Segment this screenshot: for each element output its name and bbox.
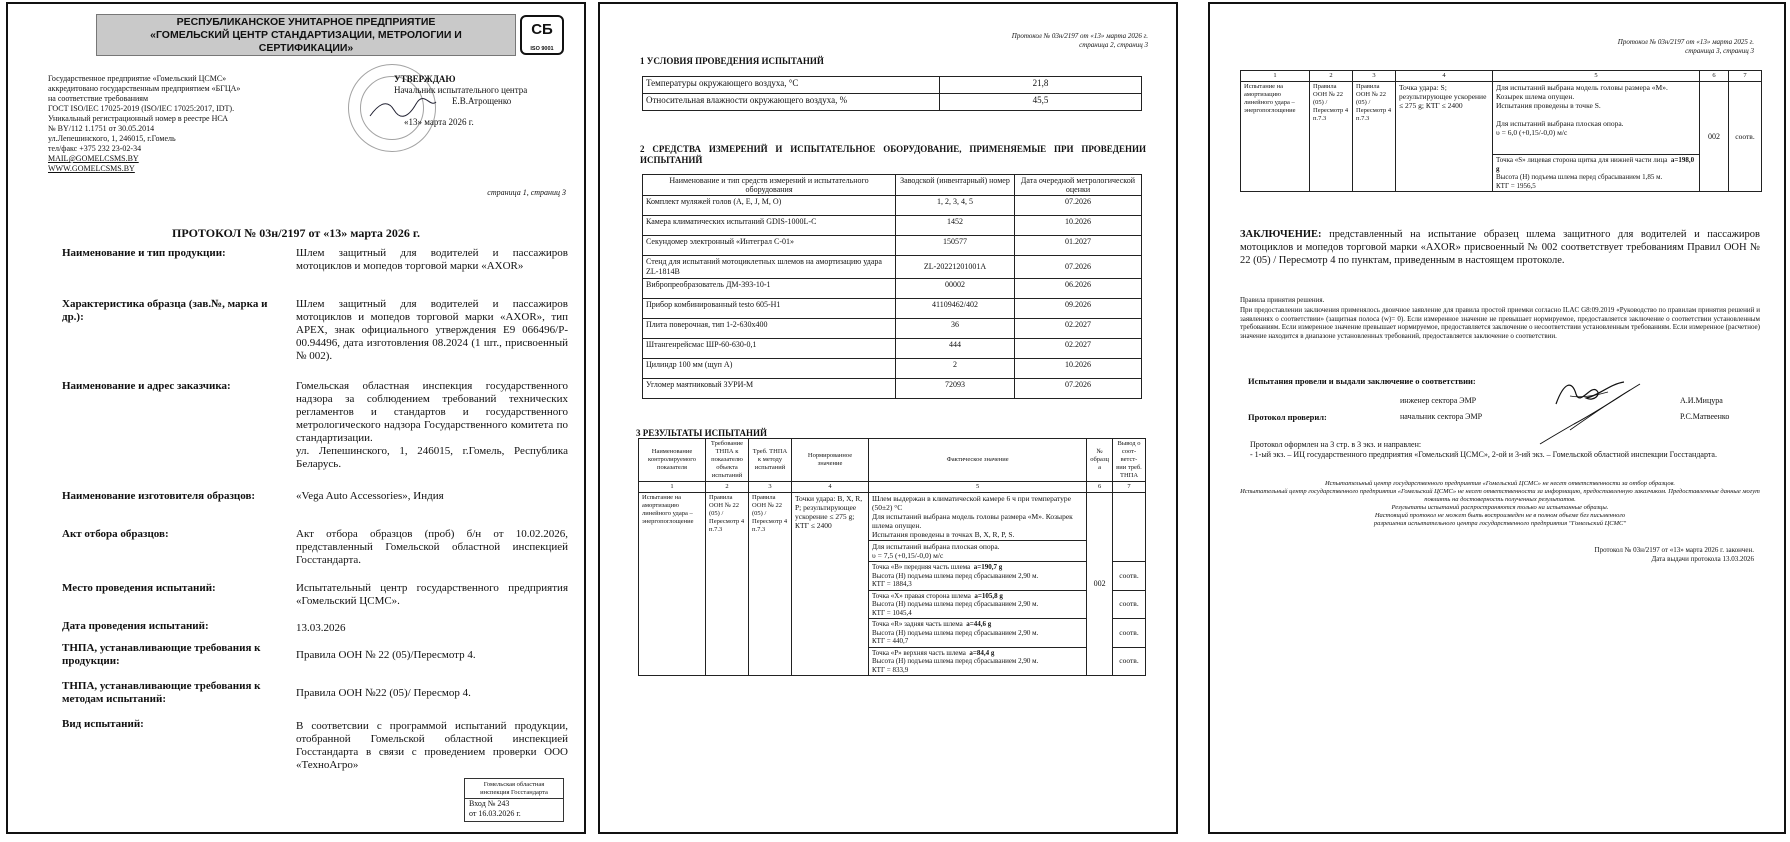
approval-position: Начальник испытательного центра bbox=[394, 85, 528, 95]
table-row bbox=[643, 256, 1142, 279]
disclaimer: Испытательный центр государственного предприятия «Гомельский ЦСМС» не несет ответственности за отбор образцов. Испытательный центр государственного предприятия «Гомельский ЦСМС» не несет ответственности за информацию, предоставленную заказчиком. Предоставленные данные могут повлиять на достоверность полученных результатов. Результаты испытаний распространяются только на испытанные образцы. Настоящий протокол не может быть воспроизведен не в полном объеме без письменного разрешения испытательного центра государственного предприятия "Гомельский ЦСМС" bbox=[1240, 480, 1760, 527]
table-cell: Вибропреобразователь ДМ-393-10-1 bbox=[643, 279, 896, 299]
text-fragment: a=105,8 g bbox=[974, 591, 1003, 600]
approval-date: «13» марта 2026 г. bbox=[404, 117, 474, 127]
table-cell: 2 bbox=[1310, 71, 1353, 82]
text-fragment: Точка «R» задняя часть шлема bbox=[872, 620, 963, 628]
page-header bbox=[1012, 32, 1148, 49]
field-label-manufacturer: Наименование изготовителя образцов: bbox=[62, 490, 256, 502]
distribution-info: Протокол оформлен на 3 стр. в 3 экз. и направлен: - 1-ый экз. – ИЦ государственного предприятия «Гомельский ЦСМС», 2-ой и 3-ий экз. – Гомельской областной инспекции Госстандарта. bbox=[1250, 440, 1717, 459]
text-fragment: КТГ = 1956,5 bbox=[1496, 181, 1536, 190]
header-protocol-ref: Протокол № 03н/2197 от «13» марта 2025 г. bbox=[1617, 38, 1754, 46]
field-value-test-type: В соответсвии с программой испытаний продукции, отобранной Гомельской областной инспекцией Госстандарта в связи с проведением проверки ООО «ТехноАгро» bbox=[296, 720, 568, 771]
verdict: соотв. bbox=[1729, 82, 1762, 192]
table-cell: Комплект муляжей голов (A, E, J, M, O) bbox=[643, 196, 896, 216]
conclusion-text: представленный на испытание образец шлема защитного для водителей и пассажиров мотоциклов и мопедов торговой марки «AXOR» присвоенный № 002 соответствует требованиям Правил ООН № 22 (05) / Пересмотр 4 по пунктам, приведенным в настоящем протоколе. bbox=[1240, 229, 1760, 266]
text-fragment: Точка «X» правая сторона шлема bbox=[872, 591, 971, 600]
result-norm: Точки удара: B, X, R, P; результирующее ускорение ≤ 275 g; КТГ ≤ 2400 bbox=[792, 493, 869, 676]
table-row bbox=[643, 319, 1142, 339]
table-cell: 1 bbox=[639, 482, 706, 493]
approval-signature-icon bbox=[368, 98, 438, 120]
text-fragment: a=190,7 g bbox=[973, 563, 1003, 571]
text-fragment: Высота (Н) подъема шлема перед сбрасыванием 2,90 м. bbox=[872, 600, 1039, 608]
column-header: Нормированное значение bbox=[792, 439, 869, 482]
table-cell: 7 bbox=[1729, 71, 1762, 82]
text-fragment: Высота (Н) подъема шлема перед сбрасыванием 2,90 м. bbox=[872, 628, 1039, 637]
table-cell: 36 bbox=[896, 319, 1015, 339]
table-cell: 02.2027 bbox=[1015, 339, 1142, 359]
result-method: Правила ООН № 22 (05) /Пересмотр 4 п.7.3 bbox=[1353, 82, 1396, 192]
table-row bbox=[1241, 82, 1762, 155]
table-cell: 09.2026 bbox=[1015, 299, 1142, 319]
table-row bbox=[643, 279, 1142, 299]
approval-name: Е.В.Атрощенко bbox=[452, 96, 512, 106]
column-header: Требование ТНПА к показателю объекта испытаний bbox=[706, 439, 749, 482]
result-norm: Точка удара: S; результирующее ускорение ≤ 275 g; КТГ ≤ 2400 bbox=[1396, 82, 1493, 192]
protocol-title: ПРОТОКОЛ № 03н/2197 от «13» марта 2026 г. bbox=[172, 226, 420, 240]
field-value-method-requirements: Правила ООН №22 (05)/ Пересмор 4. bbox=[296, 687, 471, 699]
table-cell: Цилиндр 100 мм (щуп А) bbox=[643, 359, 896, 379]
table-cell: 1, 2, 3, 4, 5 bbox=[896, 196, 1015, 216]
table-cell: Плита поверочная, тип 1-2-630х400 bbox=[643, 319, 896, 339]
tested-by-title: Испытания провели и выдали заключение о соответствии: bbox=[1248, 376, 1476, 386]
condition-value: 45,5 bbox=[940, 94, 1142, 111]
table-row bbox=[643, 216, 1142, 236]
table-header-row bbox=[639, 439, 1146, 482]
field-label-method-requirements: ТНПА, устанавливающие требования к методам испытаний: bbox=[62, 680, 261, 705]
org-info-line: на соответствие требованиям bbox=[48, 94, 149, 103]
column-header: Наименование контролируемого показателя bbox=[639, 439, 706, 482]
table-cell bbox=[1113, 541, 1146, 562]
checked-by-label: Протокол проверил: bbox=[1248, 412, 1327, 422]
text-fragment: a=198,0 g bbox=[1496, 156, 1695, 173]
result-intro: Для испытаний выбрана модель головы размера «M». Козырек шлема опущен. Испытания проведены в точке S. Для испытаний выбрана плоская опора. υ = 6,0 (+0,15/-0,0) м/с bbox=[1493, 82, 1700, 155]
result-intro: Шлем выдержан в климатической камере 6 ч при температуре (50±2) °С Для испытаний выбрана модель головы размера «M». Козырек шлема опущен. Испытания проведены в точках B, X, R, P, S. bbox=[869, 493, 1087, 541]
verdict: соотв. bbox=[1113, 619, 1146, 648]
protocol-page-1 bbox=[6, 2, 586, 834]
field-label-sampling-act: Акт отбора образцов: bbox=[62, 528, 169, 540]
result-point-p bbox=[869, 647, 1087, 676]
column-header: Вывод о соот-ветст-вии треб. ТНПА bbox=[1113, 439, 1146, 482]
email-link[interactable]: MAIL@GOMELCSMS.BY bbox=[48, 154, 139, 163]
section-1-title: 1 УСЛОВИЯ ПРОВЕДЕНИЯ ИСПЫТАНИЙ bbox=[640, 56, 824, 66]
issue-date: Дата выдачи протокола 13.03.2026 bbox=[1651, 554, 1754, 563]
table-row bbox=[643, 379, 1142, 399]
text-fragment: КТГ = 1045,4 bbox=[872, 608, 912, 617]
field-label-sample: Характеристика образца (зав.№, марка и др.): bbox=[62, 298, 268, 323]
result-point-b bbox=[869, 562, 1087, 591]
protocol-page-2 bbox=[598, 2, 1178, 834]
text-fragment: КТГ = 1884,3 bbox=[872, 580, 912, 588]
registration-stamp bbox=[464, 778, 564, 822]
table-cell: 444 bbox=[896, 339, 1015, 359]
field-value-customer: Гомельская областная инспекция государственного надзора за соблюдением требований технических регламентов и стандартов и государственного метрологического надзора Государственного комитета по стандартизации. ул. Лепешинского, 1, 246015, г.Гомель, Республика Беларусь. bbox=[296, 380, 568, 470]
table-cell: 1452 bbox=[896, 216, 1015, 236]
result-indicator: Испытание на амортизацию линейного удара – энергопоглощение bbox=[1241, 82, 1310, 192]
column-number-row bbox=[1241, 71, 1762, 82]
protocol-page-3 bbox=[1208, 2, 1786, 834]
table-row bbox=[643, 236, 1142, 256]
table-cell: 41109462/402 bbox=[896, 299, 1015, 319]
field-value-manufacturer: «Vega Auto Accessories», Индия bbox=[296, 490, 444, 502]
checker-role: начальник сектора ЭМР bbox=[1400, 412, 1483, 421]
condition-name: Относительная влажности окружающего воздуха, % bbox=[643, 94, 940, 111]
table-row bbox=[643, 339, 1142, 359]
table-cell: 72093 bbox=[896, 379, 1015, 399]
logo-mark: СБ bbox=[531, 21, 553, 38]
org-info-line: ул.Лепешинского, 1, 246015, г.Гомель bbox=[48, 134, 176, 143]
result-point-r bbox=[869, 619, 1087, 648]
table-row bbox=[643, 196, 1142, 216]
field-label-test-date: Дата проведения испытаний: bbox=[62, 620, 209, 632]
organization-info bbox=[48, 74, 328, 174]
org-info-line: тел/факс +375 232 23-02-34 bbox=[48, 144, 142, 153]
column-number-row bbox=[639, 482, 1146, 493]
page-header bbox=[1618, 38, 1754, 55]
verdict: соотв. bbox=[1113, 590, 1146, 619]
rules-title: Правила принятия решения. bbox=[1240, 296, 1325, 304]
table-cell: 02.2027 bbox=[1015, 319, 1142, 339]
org-info-line: аккредитовано государственным предприятием «БГЦА» bbox=[48, 84, 241, 93]
sample-number: 002 bbox=[1087, 493, 1113, 676]
table-cell: 07.2026 bbox=[1015, 256, 1142, 279]
section-2-title: 2 СРЕДСТВА ИЗМЕРЕНИЙ И ИСПЫТАТЕЛЬНОЕ ОБОРУДОВАНИЕ, ПРИМЕНЯЕМЫЕ ПРИ ПРОВЕДЕНИИ ИСПЫТАНИЙ bbox=[640, 144, 1146, 165]
page-number: страница 1, страниц 3 bbox=[487, 188, 566, 197]
field-value-product-requirements: Правила ООН № 22 (05)/Пересмотр 4. bbox=[296, 649, 476, 661]
table-cell: 6 bbox=[1700, 71, 1729, 82]
conclusion-label: ЗАКЛЮЧЕНИЕ: bbox=[1240, 229, 1322, 240]
table-row bbox=[643, 94, 1142, 111]
field-value-test-date: 13.03.2026 bbox=[296, 622, 346, 634]
conclusion bbox=[1240, 228, 1760, 267]
condition-value: 21,8 bbox=[940, 77, 1142, 94]
banner-line-1: РЕСПУБЛИКАНСКОЕ УНИТАРНОЕ ПРЕДПРИЯТИЕ bbox=[176, 16, 436, 28]
column-header: Фактическое значение bbox=[869, 439, 1087, 482]
website-link[interactable]: WWW.GOMELCSMS.BY bbox=[48, 164, 135, 173]
results-continuation-table bbox=[1240, 70, 1762, 192]
table-header-row bbox=[643, 175, 1142, 196]
field-label-customer: Наименование и адрес заказчика: bbox=[62, 380, 231, 392]
result-indicator: Испытание на амортизацию линейного удара – энергопоглощение bbox=[639, 493, 706, 676]
banner-line-3: СЕРТИФИКАЦИИ» bbox=[258, 42, 354, 54]
table-cell: ZL-20221201001A bbox=[896, 256, 1015, 279]
field-value-test-place: Испытательный центр государственного предприятия «Гомельский ЦСМС». bbox=[296, 582, 568, 607]
result-method: Правила ООН № 22 (05) /Пересмотр 4 п.7.3 bbox=[749, 493, 792, 676]
conditions-table bbox=[642, 76, 1142, 111]
table-cell: Прибор комбинированный testo 605-H1 bbox=[643, 299, 896, 319]
page-number: страница 2, страниц 3 bbox=[1079, 40, 1148, 49]
logo-iso-label: ISO 9001 bbox=[530, 46, 554, 52]
condition-name: Температуры окружающего воздуха, °С bbox=[643, 77, 940, 94]
table-cell: 1 bbox=[1241, 71, 1310, 82]
equipment-table bbox=[642, 174, 1142, 399]
org-info-line: Государственное предприятие «Гомельский ЦСМС» bbox=[48, 74, 227, 83]
field-label-test-type: Вид испытаний: bbox=[62, 718, 144, 730]
table-cell: Угломер маятниковый 3УРИ-М bbox=[643, 379, 896, 399]
table-cell: 3 bbox=[1353, 71, 1396, 82]
text-fragment: Точка «S» лицевая сторона щитка для нижней части лица bbox=[1496, 156, 1668, 164]
verdict: соотв. bbox=[1113, 647, 1146, 676]
stamp-line: инспекция Госстандарта bbox=[480, 789, 548, 796]
result-point-x bbox=[869, 590, 1087, 619]
stamp-entry-number: Вход № 243 bbox=[465, 798, 563, 809]
field-label-product-requirements: ТНПА, устанавливающие требования к продукции: bbox=[62, 642, 261, 667]
table-cell: 6 bbox=[1087, 482, 1113, 493]
table-cell: 07.2026 bbox=[1015, 196, 1142, 216]
table-cell: 10.2026 bbox=[1015, 359, 1142, 379]
field-value-product: Шлем защитный для водителей и пассажиров мотоциклов и мопедов торговой марки «AXOR» bbox=[296, 247, 568, 272]
table-row bbox=[643, 77, 1142, 94]
verdict: соотв. bbox=[1113, 562, 1146, 591]
page-number: страница 3, страниц 3 bbox=[1685, 46, 1754, 55]
field-value-sampling-act: Акт отбора образцов (проб) б/н от 10.02.2026, представленный Гомельской областной инспекцией Госстандарта. bbox=[296, 528, 568, 566]
table-cell: 4 bbox=[1396, 71, 1493, 82]
column-header: Наименование и тип средств измерений и испытательного оборудования bbox=[643, 175, 896, 196]
approval-heading: УТВЕРЖДАЮ bbox=[394, 74, 456, 84]
table-cell: 10.2026 bbox=[1015, 216, 1142, 236]
stamp-entry-date: от 16.03.2026 г. bbox=[469, 809, 521, 818]
text-fragment: a=84,4 g bbox=[969, 648, 995, 657]
banner-line-2: «ГОМЕЛЬСКИЙ ЦЕНТР СТАНДАРТИЗАЦИИ, МЕТРОЛОГИИ И bbox=[150, 29, 462, 41]
text-fragment: Высота (Н) подъема шлема перед сбрасыванием 1,85 м. bbox=[1496, 173, 1663, 181]
table-cell: 00002 bbox=[896, 279, 1015, 299]
stamp-line: Гомельская областная bbox=[483, 781, 545, 788]
text-fragment: КТГ = 440,7 bbox=[872, 637, 909, 645]
org-info-line: ГОСТ ISO/IEC 17025-2019 (ISO/IEC 17025:2017, IDT). bbox=[48, 104, 235, 113]
table-row bbox=[639, 493, 1146, 541]
section-3-title: 3 РЕЗУЛЬТАТЫ ИСПЫТАНИЙ bbox=[636, 428, 768, 438]
text-fragment: Точка «P» верхняя часть шлема bbox=[872, 648, 966, 657]
sample-number: 002 bbox=[1700, 82, 1729, 192]
table-cell: Штангенрейсмас ШР-60-630-0,1 bbox=[643, 339, 896, 359]
text-fragment: Высота (Н) подъема шлема перед сбрасыванием 2,90 м. bbox=[872, 571, 1039, 580]
table-cell: 06.2026 bbox=[1015, 279, 1142, 299]
certification-logo-icon bbox=[520, 15, 564, 55]
table-row bbox=[643, 359, 1142, 379]
table-cell: 5 bbox=[869, 482, 1087, 493]
field-label-test-place: Место проведения испытаний: bbox=[62, 582, 216, 594]
text-fragment: КТГ = 833,9 bbox=[872, 665, 909, 674]
protocol-closing: Протокол № 03н/2197 от «13» марта 2026 г. закончен. bbox=[1594, 546, 1754, 554]
table-cell: 4 bbox=[792, 482, 869, 493]
result-requirement: Правила ООН № 22 (05) /Пересмотр 4 п.7.3 bbox=[706, 493, 749, 676]
result-support: Для испытаний выбрана плоская опора. υ = 7,5 (+0,15/-0,0) м/с bbox=[869, 541, 1087, 562]
table-row bbox=[643, 299, 1142, 319]
table-cell bbox=[1113, 493, 1146, 541]
column-header: № образц а bbox=[1087, 439, 1113, 482]
result-requirement: Правила ООН № 22 (05) /Пересмотр 4 п.7.3 bbox=[1310, 82, 1353, 192]
checker-name: Р.С.Матвеенко bbox=[1680, 412, 1730, 421]
header-protocol-ref: Протокол № 03н/2197 от «13» марта 2026 г. bbox=[1011, 32, 1148, 40]
table-cell: Камера климатических испытаний GDIS-1000L-C bbox=[643, 216, 896, 236]
text-fragment: Точка «B» передняя часть шлема bbox=[872, 563, 971, 571]
table-cell: 150577 bbox=[896, 236, 1015, 256]
result-point-s bbox=[1493, 155, 1700, 192]
column-header: Треб. ТНПА к методу испытаний bbox=[749, 439, 792, 482]
rules-text: При предоставлении заключения применялось двоичное заявление для правила простой приемки согласно ILAC G8:09.2019 «Руководство по правилам принятия решений и заявлениях о соответствии» (защитная полоса (w)= 0). Если измеренное значение не превышает нормируемое, предоставляется заключение о соответствии установленным требованиям. Если измеренное значение превышает нормируемое, предоставляется заключение о несоответствии установленным требованиям. Если измеренное (расчетное) значение находится в диапазоне установленных требований, предоставляется заключение о соответствии. bbox=[1240, 306, 1760, 340]
table-cell: 07.2026 bbox=[1015, 379, 1142, 399]
closing-block bbox=[1595, 546, 1754, 563]
table-cell: 7 bbox=[1113, 482, 1146, 493]
field-label-product: Наименование и тип продукции: bbox=[62, 247, 226, 259]
text-fragment: a=44,6 g bbox=[966, 620, 992, 628]
table-cell: 3 bbox=[749, 482, 792, 493]
table-cell: 2 bbox=[706, 482, 749, 493]
text-fragment: Высота (Н) подъема шлема перед сбрасыванием 2,90 м. bbox=[872, 657, 1039, 665]
signer-name: А.И.Мицура bbox=[1680, 396, 1723, 405]
signer-role: инженер сектора ЭМР bbox=[1400, 396, 1477, 405]
results-table bbox=[638, 438, 1146, 676]
org-info-line: № BY/112 1.1751 от 30.05.2014 bbox=[48, 124, 155, 133]
table-cell: 01.2027 bbox=[1015, 236, 1142, 256]
table-cell: 5 bbox=[1493, 71, 1700, 82]
table-cell: 2 bbox=[896, 359, 1015, 379]
column-header: Дата очередной метрологической оценки bbox=[1015, 175, 1142, 196]
field-value-sample: Шлем защитный для водителей и пассажиров мотоциклов и мопедов торговой марки «AXOR», тип APEX, знак официального утверждения E9 066496/P-00.94496, дата изготовления 08.2024 (1 шт., присвоенный № 002). bbox=[296, 298, 568, 362]
table-cell: Стенд для испытаний мотоциклетных шлемов на амортизацию удара ZL-1814B bbox=[643, 256, 896, 279]
table-cell: Секундомер электронный «Интеграл С-01» bbox=[643, 236, 896, 256]
org-info-line: Уникальный регистрационный номер в реестре НСА bbox=[48, 114, 229, 123]
column-header: Заводской (инвентарный) номер bbox=[896, 175, 1015, 196]
organization-banner bbox=[96, 14, 516, 56]
